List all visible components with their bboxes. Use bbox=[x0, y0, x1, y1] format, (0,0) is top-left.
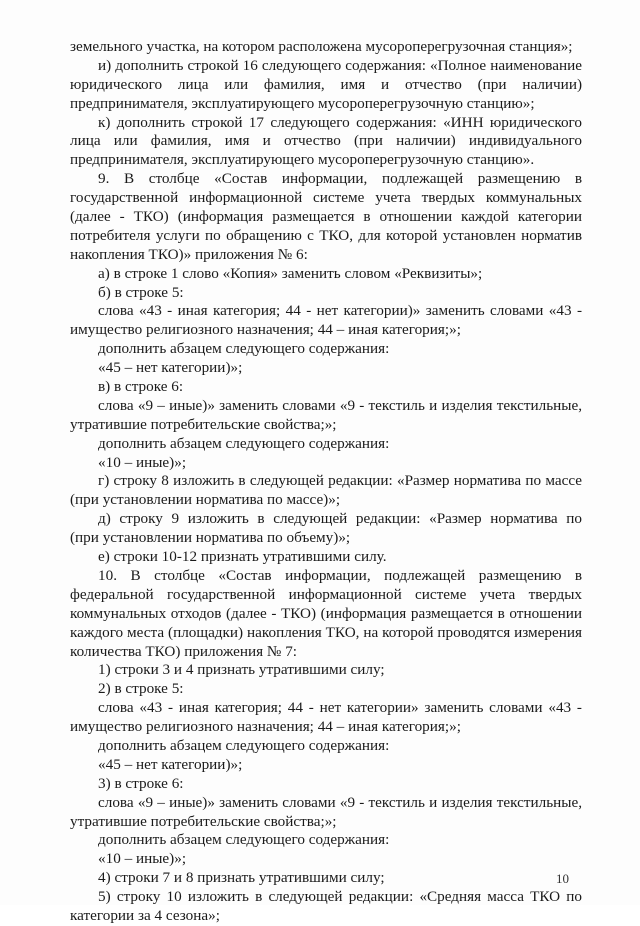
text-line: г) строку 8 изложить в следующей редакции: «Размер норматива по массе bbox=[98, 472, 582, 490]
text-line: 2) в строке 5: bbox=[98, 680, 184, 698]
text-line: 5) строку 10 изложить в следующей редакции: «Средняя масса ТКО по bbox=[98, 888, 582, 906]
text-line: (при установлении норматива по массе)»; bbox=[70, 491, 341, 509]
text-line: 9. В столбце «Состав информации, подлежащей размещению в bbox=[98, 170, 582, 188]
text-line: лица или фамилия, имя и отчество (при наличии) индивидуального bbox=[70, 132, 582, 150]
text-line: 1) строки 3 и 4 признать утратившими силу; bbox=[98, 661, 385, 679]
text-line: «45 – нет категории)»; bbox=[98, 359, 243, 377]
text-line: каждого места (площадки) накопления ТКО, на которой проводятся измерения bbox=[70, 623, 582, 641]
text-line: дополнить абзацем следующего содержания: bbox=[98, 434, 390, 452]
text-line: предпринимателя, эксплуатирующего мусороперегрузочную станцию». bbox=[70, 151, 535, 169]
text-line: (при установлении норматива по объему)»; bbox=[70, 529, 351, 547]
text-line: дополнить абзацем следующего содержания: bbox=[98, 831, 390, 849]
text-line: «10 – иные)»; bbox=[98, 453, 187, 471]
text-line: «10 – иные)»; bbox=[98, 850, 187, 868]
text-line: слова «9 – иные)» заменить словами «9 - текстиль и изделия текстильные, bbox=[98, 793, 582, 811]
text-line: накопления ТКО)» приложения № 6: bbox=[70, 245, 308, 263]
text-line: 4) строки 7 и 8 признать утратившими силу; bbox=[98, 869, 385, 887]
text-line: д) строку 9 изложить в следующей редакции: «Размер норматива по bbox=[98, 510, 582, 528]
text-line: и) дополнить строкой 16 следующего содержания: «Полное наименование bbox=[98, 56, 582, 74]
text-line: имущество религиозного назначения; 44 – иная категория;»; bbox=[70, 321, 461, 339]
text-line: (далее - ТКО) (информация размещается в отношении каждой категории bbox=[70, 208, 582, 226]
text-line: земельного участка, на котором расположена мусороперегрузочная станция»; bbox=[70, 38, 573, 55]
text-line: количества ТКО) приложения № 7: bbox=[70, 642, 298, 660]
text-line: 10. В столбце «Состав информации, подлежащей размещению в bbox=[98, 566, 582, 584]
text-line: имущество религиозного назначения; 44 – иная категория;»; bbox=[70, 718, 461, 736]
text-line: категории за 4 сезона»; bbox=[70, 906, 220, 924]
text-line: 3) в строке 6: bbox=[98, 774, 184, 792]
text-line: федеральной государственной информационной системе учета твердых bbox=[70, 585, 582, 603]
text-line: б) в строке 5: bbox=[98, 283, 184, 301]
text-line: потребителя услуги по обращению с ТКО, для которой установлен норматив bbox=[70, 226, 582, 244]
text-line: утратившие потребительские свойства;»; bbox=[70, 415, 337, 433]
text-line: утратившие потребительские свойства;»; bbox=[70, 812, 337, 830]
text-line: дополнить абзацем следующего содержания: bbox=[98, 340, 390, 358]
text-line: а) в строке 1 слово «Копия» заменить словом «Реквизиты»; bbox=[98, 264, 483, 282]
text-line: к) дополнить строкой 17 следующего содержания: «ИНН юридического bbox=[98, 113, 582, 131]
text-line: слова «43 - иная категория; 44 - нет категории» заменить словами «43 - bbox=[98, 699, 582, 717]
text-line: е) строки 10-12 признать утратившими силу. bbox=[98, 548, 387, 566]
text-line: слова «43 - иная категория; 44 - нет категории)» заменить словами «43 - bbox=[98, 302, 582, 320]
text-line: государственной информационной системе учета твердых коммунальных bbox=[70, 189, 582, 207]
document-body bbox=[70, 38, 582, 926]
text-line: слова «9 – иные)» заменить словами «9 - текстиль и изделия текстильные, bbox=[98, 396, 582, 414]
text-line: предпринимателя, эксплуатирующего мусороперегрузочную станцию»; bbox=[70, 94, 535, 112]
text-line: юридического лица или фамилия, имя и отчество (при наличии) bbox=[70, 75, 582, 93]
page-number: 10 bbox=[556, 871, 569, 886]
text-line: в) в строке 6: bbox=[98, 378, 184, 396]
text-line: дополнить абзацем следующего содержания: bbox=[98, 736, 390, 754]
text-line: коммунальных отходов (далее - ТКО) (информация размещается в отношении bbox=[70, 604, 582, 622]
text-line: «45 – нет категории)»; bbox=[98, 755, 243, 773]
